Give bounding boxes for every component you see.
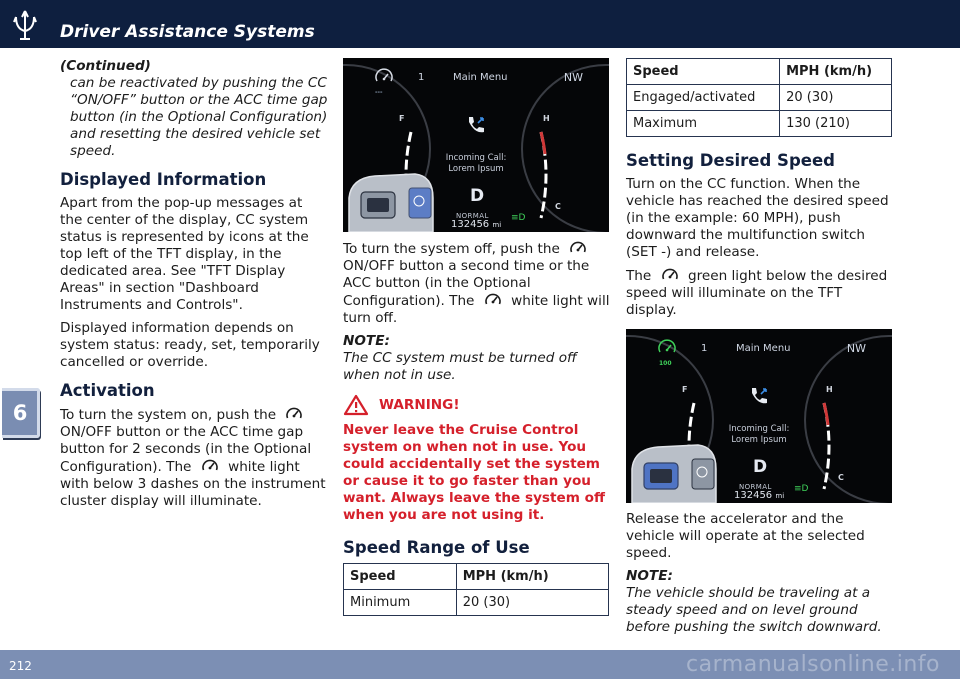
cruise-control-icon [661,267,679,283]
odometer-value: 132456 [734,490,773,501]
drive-mode: NORMAL [456,212,489,220]
menu-title: Main Menu [736,343,791,354]
displayed-paragraph-1: Apart from the pop-up messages at the center of the display, CC system status is represented by icons at the top left of the TFT display, in the dedicated area. See "TFT Display Areas" in section "Dashboard Instruments and Controls". [60,195,309,313]
headlight-indicator-icon: ≡D [511,213,526,223]
temp-letter-c: C [555,202,561,211]
fuel-letter-f: F [682,385,688,394]
displayed-paragraph-2: Displayed information depends on system status: ready, set, temporarily cancelled or override. [60,320,320,370]
column-3 [626,58,894,636]
table-header-cell: MPH (km/h) [456,564,608,590]
odometer [734,487,784,503]
chapter-number: 6 [12,401,28,425]
instrument-cluster-image [343,58,609,232]
setting-paragraph-1: Turn on the CC function. When the vehicle has reached the desired speed (in the example: 60 MPH), push downward the multifunction switch (SET -) and release. [626,176,889,260]
incoming-call-label: Incoming Call: [445,153,507,163]
turn-off-text-b: ON/OFF button a second time or the ACC button (in the Optional Configuration). The [343,258,590,309]
compass-direction: NW [563,71,583,84]
note-label: NOTE: [626,568,673,584]
cruise-control-icon [569,240,587,256]
steering-switch-icon [345,168,437,232]
temp-letter-h: H [826,385,833,394]
cluster-top-bar [656,337,866,357]
gear-indicator: D [753,457,768,477]
cruise-control-icon [201,458,219,474]
watermark: carmanualsonline.info [686,652,940,677]
table-cell: Minimum [344,590,457,616]
activation-heading: Activation [60,381,155,400]
fuel-letter-f: F [399,114,405,123]
phone-call-icon [748,385,770,407]
column-2 [343,58,611,616]
odometer-unit: mi [775,492,785,500]
speed-range-table-continued [626,58,892,137]
warning-label: WARNING! [379,396,460,413]
displayed-information-heading: Displayed Information [60,170,267,189]
speed-indicator: --- [375,89,383,96]
table-header-cell: Speed [344,564,457,590]
warning-text: Never leave the Cruise Control system on when not in use. You could accidentally set the system or cause it to go faster than you want. Always leave the system off when you are not using it. [343,422,605,523]
incoming-call-label: Incoming Call: [728,424,790,434]
activation-text-a: To turn the system on, push the [60,407,277,423]
temp-letter-c: C [838,473,844,482]
table-header-cell: Speed [627,59,780,85]
table-cell: 20 (30) [456,590,608,616]
menu-title: Main Menu [453,72,508,83]
drive-mode: NORMAL [739,483,772,491]
table-header-row [344,564,609,590]
page-footer [0,650,960,679]
menu-number: 1 [418,72,425,83]
turn-off-paragraph [343,240,611,327]
speed-indicator: 100 [659,360,672,367]
table-row [627,111,892,137]
temp-letter-h: H [543,114,550,123]
gear-indicator: D [470,186,485,206]
odometer-value: 132456 [451,219,490,230]
table-header-cell: MPH (km/h) [780,59,892,85]
activation-text-b: ON/OFF button or the ACC time gap button for 2 seconds (in the Optional Configuration). The [60,424,312,475]
table-cell: Maximum [627,111,780,137]
menu-number: 1 [701,343,708,354]
table-cell: 130 (210) [780,111,892,137]
warning-header [343,394,611,416]
odometer [451,216,501,232]
turn-off-text-c: white light will turn off. [343,293,610,326]
setting-text-a: The [626,268,652,284]
release-paragraph: Release the accelerator and the vehicle will operate at the selected speed. [626,511,865,561]
setting-text-b: green light below the desired speed will illuminate on the TFT display. [626,268,888,318]
note-text: The CC system must be turned off when not in use. [343,350,577,383]
temperature-gauge-icon [818,401,840,491]
table-header-row [627,59,892,85]
table-cell: Engaged/activated [627,85,780,111]
setting-speed-heading: Setting Desired Speed [626,151,835,170]
steering-switch-icon [628,439,720,503]
setting-paragraph-2 [626,267,894,319]
cruise-control-icon [285,406,303,422]
warning-triangle-icon [343,394,369,416]
note-label: NOTE: [343,333,390,349]
table-row [627,85,892,111]
column-1 [60,58,328,516]
page-header [0,0,960,48]
continued-text: can be reactivated by pushing the CC “ON/OFF” button or the ACC time gap button (in the Optional Configuration) and resetting the desired vehicle set speed. [70,75,328,159]
instrument-cluster-image-green [626,329,892,503]
cruise-control-icon [484,292,502,308]
note-text: The vehicle should be traveling at a steady speed and on level ground before pushing the switch downward. [626,585,882,635]
phone-call-icon [465,114,487,136]
speed-range-table [343,563,609,616]
continued-label: (Continued) [60,58,151,74]
turn-off-text-a: To turn the system off, push the [343,241,560,257]
temperature-gauge-icon [535,130,557,220]
caller-name: Lorem Ipsum [448,164,504,174]
cluster-top-bar [373,66,583,86]
activation-paragraph [60,406,328,510]
table-row [344,590,609,616]
trident-logo-icon [10,9,40,41]
caller-name: Lorem Ipsum [731,435,787,445]
activation-text-c: white light with below 3 dashes on the instrument cluster display will illuminate. [60,459,326,509]
compass-direction: NW [846,342,866,355]
chapter-tab[interactable] [2,388,40,438]
section-title: Driver Assistance Systems [60,22,315,42]
page-number: 212 [9,659,32,673]
table-cell: 20 (30) [780,85,892,111]
headlight-indicator-icon: ≡D [794,484,809,494]
speed-range-heading: Speed Range of Use [343,538,530,557]
odometer-unit: mi [492,221,502,229]
